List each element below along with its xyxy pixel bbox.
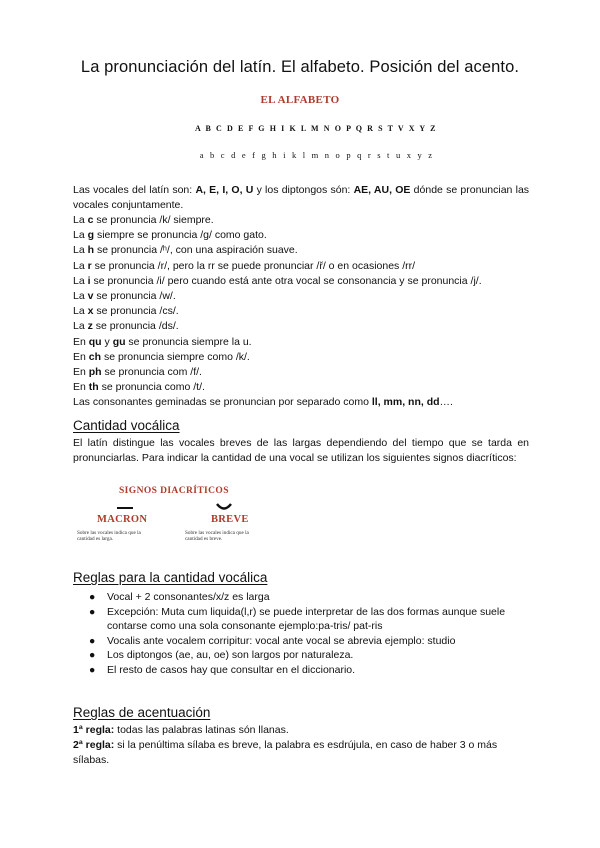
diacritics-figure (73, 486, 273, 548)
rule-key: r (87, 259, 92, 272)
rule-pre: En (73, 335, 89, 348)
reglas-cantidad-list (73, 590, 529, 677)
rule-post: se pronuncia com /f/. (101, 366, 202, 379)
bullet-icon: ● (89, 663, 96, 676)
intro-text-c: dónde se pronuncian las vocales conjuntamente. (73, 184, 530, 212)
rule-line (73, 213, 529, 228)
rule-pre: La (73, 290, 88, 303)
rule-post: se pronuncia /cs/. (93, 305, 179, 318)
rule-key: ch (88, 350, 102, 363)
bullet-icon: ● (89, 649, 96, 661)
rule-key: c (87, 214, 94, 226)
rule-key: th (88, 381, 99, 394)
acentuacion-rules (73, 723, 529, 769)
intro-diphthongs: AE, AU, OE (353, 184, 411, 196)
rule-pre: En (73, 381, 89, 394)
rule-pre: La (73, 229, 88, 242)
accent-rule-label: 2ª regla: (73, 739, 115, 752)
list-item (73, 663, 529, 678)
rule-line (73, 380, 529, 395)
rule-key: i (87, 274, 91, 287)
rule-post: se pronuncia /k/ siempre. (93, 214, 214, 226)
rule-post: se pronuncia siempre la u. (125, 335, 252, 348)
intro-text-b: y los diptongos són: (256, 184, 351, 196)
list-item (73, 634, 529, 649)
accent-rule-label: 1ª regla: (73, 724, 115, 736)
rule-post: siempre se pronuncia /g/ como gato. (94, 229, 267, 242)
rule-key: gu (112, 335, 126, 348)
list-item-text: El resto de casos hay que consultar en el diccionario. (107, 663, 356, 676)
alphabet-heading: EL ALFABETO (260, 94, 340, 106)
rule-key: ph (88, 366, 102, 379)
rule-post: se pronuncia siempre como /k/. (101, 350, 250, 363)
rule-key: h (87, 244, 95, 257)
intro-vowels: A, E, I, O, U (195, 184, 254, 196)
accent-rule-1 (73, 723, 529, 738)
page-title: La pronunciación del latín. El alfabeto. Posición del acento. (80, 58, 520, 76)
rule-line (73, 319, 529, 334)
intro-paragraph (73, 183, 529, 213)
section-heading-acentuacion: Reglas de acentuación (73, 705, 211, 720)
rule-mid: y (101, 335, 113, 348)
rule-pre: La (73, 274, 88, 287)
accent-rule-text: todas las palabras latinas són llanas. (114, 724, 289, 736)
bullet-icon: ● (89, 634, 96, 647)
intro-text-a: Las vocales del latín son: (73, 184, 193, 196)
rule-key: g (87, 229, 95, 242)
rule-pre: La (73, 244, 88, 257)
rule-line (73, 228, 529, 243)
rule-line (73, 395, 529, 410)
list-item (73, 605, 529, 634)
breve-description: Sobre las vocales indica que la cantidad es breve. (185, 530, 249, 543)
list-item-text: Vocalis ante vocalem corripitur: vocal ante vocal se abrevia ejemplo: studio (107, 634, 456, 647)
list-item (73, 590, 529, 605)
rule-post: se pronuncia /ʰ/, con una aspiración suave. (94, 244, 298, 257)
bullet-icon: ● (89, 591, 96, 603)
macron-label: MACRON (97, 514, 148, 525)
rule-post: se pronuncia /r/, pero la rr se puede pronunciar /ř/ o en ocasiones /rr/ (91, 259, 416, 272)
list-item-text: Excepción: Muta cum liquida(l,r) se puede interpretar de las dos formas aunque suele contarse como una sola consonante ejemplo:pa-tris/ pat-ris (107, 605, 506, 632)
rule-pre: La (73, 214, 88, 226)
rule-line (73, 259, 529, 274)
rule-key: qu (88, 335, 102, 348)
accent-rule-text: si la penúltima sílaba es breve, la palabra es esdrújula, en caso de haber 3 o más sílabas. (73, 739, 498, 767)
rule-line (73, 289, 529, 304)
list-item-text: Vocal + 2 consonantes/x/z es larga (107, 591, 270, 603)
diacritics-title: SIGNOS DIACRÍTICOS (119, 486, 229, 496)
list-item-text: Los diptongos (ae, au, oe) son largos por naturaleza. (107, 649, 354, 661)
rule-line (73, 335, 529, 350)
accent-rule-2 (73, 738, 529, 768)
bullet-icon: ● (89, 605, 96, 618)
rule-key: z (87, 320, 93, 333)
rule-post: se pronuncia /w/. (93, 290, 176, 303)
rule-key: x (87, 305, 94, 318)
macron-description: Sobre las vocales indica que la cantidad es larga. (77, 530, 141, 543)
alphabet-lowercase: a b c d e f g h i k l m n o p q r s t u x y z (199, 150, 435, 160)
rule-line (73, 274, 529, 289)
list-item (73, 648, 529, 663)
rule-post: se pronuncia /i/ pero cuando está ante otra vocal se consonancia y se pronuncia /j/. (90, 274, 482, 287)
rule-key: ll, mm, nn, dd (371, 396, 440, 409)
breve-mark-icon (217, 504, 231, 509)
alphabet-uppercase: A B C D E F G H I K L M N O P Q R S T V X Y Z (194, 124, 438, 133)
rule-line (73, 243, 529, 258)
pronunciation-rules (73, 213, 529, 411)
cantidad-paragraph: El latín distingue las vocales breves de las largas dependiendo del tiempo que se tarda en pronunciarlas. Para indicar la cantidad de una vocal se utilizan los siguientes signos diacríticos: (73, 437, 529, 465)
rule-pre: En (73, 350, 89, 363)
breve-label: BREVE (211, 514, 249, 525)
rule-pre: La (73, 305, 88, 318)
rule-pre: La (73, 320, 88, 333)
rule-line (73, 350, 529, 365)
rule-pre: Las consonantes geminadas se pronuncian por separado como (73, 396, 372, 409)
rule-post: se pronuncia /ds/. (92, 320, 179, 333)
section-heading-cantidad: Cantidad vocálica (73, 418, 180, 433)
section-heading-reglas-cantidad: Reglas para la cantidad vocálica (73, 570, 268, 585)
rule-post: se pronuncia como /t/. (98, 381, 205, 394)
rule-pre: En (73, 366, 89, 379)
rule-post: …. (439, 396, 453, 409)
rule-pre: La (73, 259, 88, 272)
rule-key: v (87, 290, 94, 303)
rule-line (73, 365, 529, 380)
rule-line (73, 304, 529, 319)
